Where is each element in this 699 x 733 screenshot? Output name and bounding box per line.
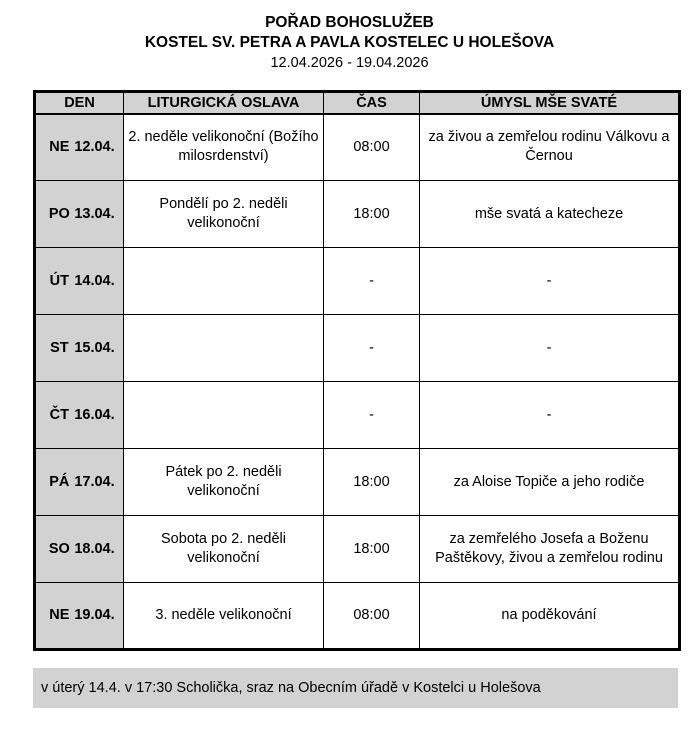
- column-header-liturgicka-oslava: LITURGICKÁ OSLAVA: [124, 92, 324, 114]
- day-cell: [35, 114, 124, 181]
- day-abbrev: PÁ: [49, 473, 70, 490]
- day-abbrev: PO: [48, 205, 70, 222]
- day-abbrev: NE: [49, 607, 70, 623]
- day-abbrev: NE: [49, 138, 70, 155]
- day-date: 18.04.: [74, 540, 115, 557]
- celebration-cell: Pátek po 2. neděli velikonoční: [124, 449, 324, 516]
- intention-cell: za Aloise Topiče a jeho rodiče: [420, 449, 680, 516]
- time-cell: 18:00: [324, 516, 420, 583]
- day-abbrev: ST: [50, 339, 69, 356]
- table-row: [35, 449, 680, 516]
- footer-note-bar: [33, 668, 678, 708]
- intention-cell: -: [420, 382, 680, 449]
- celebration-cell: Sobota po 2. neděli velikonoční: [124, 516, 324, 583]
- day-cell: [35, 382, 124, 449]
- footer-note: v úterý 14.4. v 17:30 Scholička, sraz na Obecním úřadě v Kostelci u Holešova: [41, 680, 541, 696]
- intention-cell: za zemřelého Josefa a Boženu Paštěkovy, živou a zemřelou rodinu: [420, 516, 680, 583]
- intention-cell: za živou a zemřelou rodinu Válkovu a Černou: [420, 114, 680, 181]
- table-row: [35, 583, 680, 650]
- date-range: 12.04.2026 - 19.04.2026: [270, 55, 429, 71]
- table-row: [35, 516, 680, 583]
- document-header: [0, 0, 699, 74]
- day-cell: [35, 583, 124, 650]
- celebration-cell: [124, 315, 324, 382]
- time-cell: 08:00: [324, 114, 420, 181]
- day-cell: [35, 516, 124, 583]
- time-cell: -: [324, 315, 420, 382]
- time-cell: 18:00: [324, 181, 420, 248]
- intention-cell: -: [420, 315, 680, 382]
- table-row: [35, 248, 680, 315]
- intention-cell: na poděkování: [420, 583, 680, 650]
- celebration-cell: Pondělí po 2. neděli velikonoční: [124, 181, 324, 248]
- day-cell: [35, 248, 124, 315]
- day-date: 15.04.: [74, 339, 115, 356]
- column-header-umysl-mse-svate: ÚMYSL MŠE SVATÉ: [420, 92, 680, 114]
- day-date: 14.04.: [74, 272, 115, 289]
- day-abbrev: SO: [48, 540, 70, 557]
- day-date: 19.04.: [74, 607, 115, 623]
- celebration-cell: 2. neděle velikonoční (Božího milosrdenství): [124, 114, 324, 181]
- schedule-table: [33, 90, 681, 651]
- day-abbrev: ÚT: [49, 272, 69, 289]
- table-header-row: [35, 92, 680, 114]
- intention-cell: -: [420, 248, 680, 315]
- column-header-den: DEN: [35, 92, 124, 114]
- celebration-cell: [124, 248, 324, 315]
- table-row: [35, 181, 680, 248]
- celebration-cell: [124, 382, 324, 449]
- day-date: 16.04.: [74, 406, 115, 423]
- intention-cell: mše svatá a katecheze: [420, 181, 680, 248]
- table-row: [35, 382, 680, 449]
- day-date: 12.04.: [74, 138, 115, 155]
- table-row: [35, 114, 680, 181]
- time-cell: -: [324, 382, 420, 449]
- time-cell: 08:00: [324, 583, 420, 650]
- celebration-cell: 3. neděle velikonoční: [124, 583, 324, 650]
- day-cell: [35, 315, 124, 382]
- day-cell: [35, 449, 124, 516]
- time-cell: 18:00: [324, 449, 420, 516]
- day-cell: [35, 181, 124, 248]
- day-date: 13.04.: [74, 205, 115, 222]
- column-header-cas: ČAS: [324, 92, 420, 114]
- table-row: [35, 315, 680, 382]
- day-abbrev: ČT: [49, 406, 69, 423]
- time-cell: -: [324, 248, 420, 315]
- day-date: 17.04.: [74, 473, 115, 490]
- document-subtitle: KOSTEL SV. PETRA A PAVLA KOSTELEC U HOLEŠOVA: [144, 34, 555, 51]
- document-title: POŘAD BOHOSLUŽEB: [265, 14, 434, 31]
